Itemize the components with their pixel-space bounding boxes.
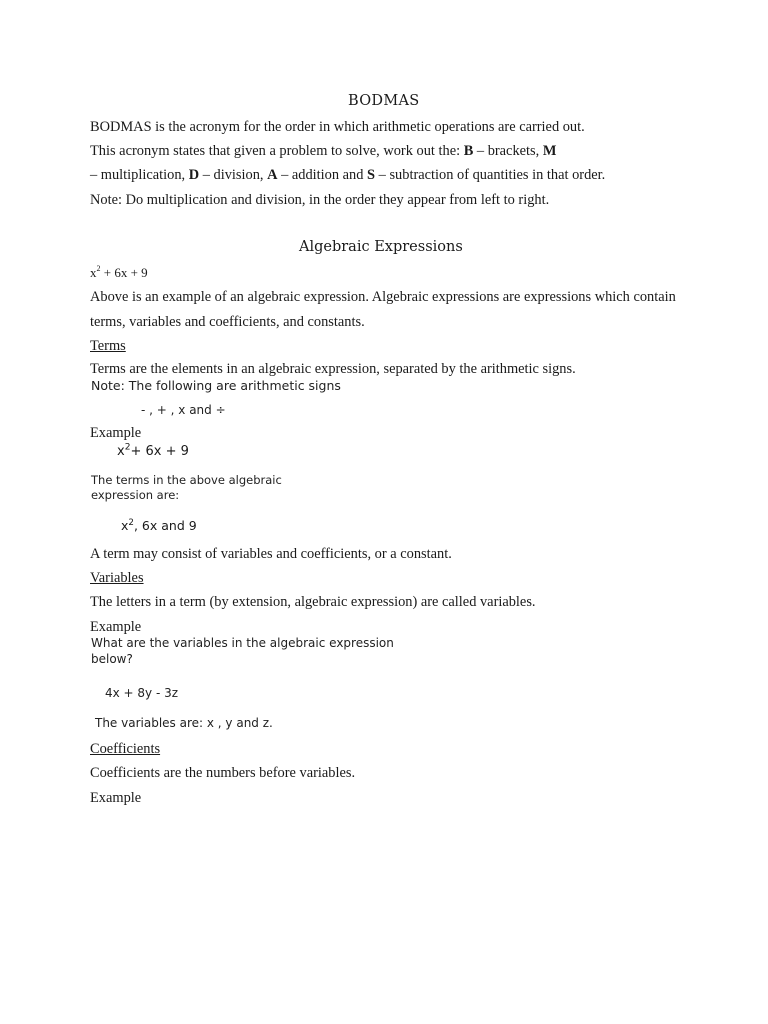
bodmas-line-2-text: This acronym states that given a problem to solve, work out the: xyxy=(90,143,464,159)
arithmetic-signs-note: Note: The following are arithmetic signs xyxy=(91,378,341,393)
bodmas-line-3 xyxy=(90,167,605,184)
coefficients-definition: Coefficients are the numbers before variables. xyxy=(90,765,356,781)
expr-variable: x xyxy=(90,265,97,280)
example-variable: x xyxy=(117,444,125,459)
terms-footer: A term may consist of variables and coefficients, or a constant. xyxy=(90,546,452,562)
m-meaning: – multiplication, xyxy=(90,167,189,183)
variables-question-1: What are the variables in the algebraic expression xyxy=(91,636,394,650)
letter-d: D xyxy=(188,167,200,183)
algebra-title: Algebraic Expressions xyxy=(299,239,463,255)
d-meaning: – division, xyxy=(199,167,268,183)
example-exponent: 2 xyxy=(124,442,131,453)
terms-explanation-2: expression are: xyxy=(91,488,180,502)
terms-example-label: Example xyxy=(90,425,142,441)
answer-variable: x xyxy=(121,518,129,533)
example-rest: + 6x + 9 xyxy=(130,444,189,459)
algebra-expression xyxy=(90,265,148,281)
algebra-intro-1: Above is an example of an algebraic expression. Algebraic expressions are expressions which contain xyxy=(90,289,676,305)
expr-rest: + 6x + 9 xyxy=(100,265,148,280)
bodmas-title: BODMAS xyxy=(348,93,420,109)
letter-m: M xyxy=(542,143,557,159)
variables-heading: Variables xyxy=(90,570,144,586)
letter-b: B xyxy=(463,143,474,159)
algebra-intro-2: terms, variables and coefficients, and constants. xyxy=(90,314,365,330)
a-meaning: – addition and xyxy=(277,167,368,183)
variables-example-label: Example xyxy=(90,619,142,635)
terms-definition: Terms are the elements in an algebraic expression, separated by the arithmetic signs. xyxy=(90,361,576,377)
variables-question-2: below? xyxy=(91,652,133,666)
coefficients-example-label: Example xyxy=(90,790,142,806)
bodmas-line-2 xyxy=(90,143,556,160)
bodmas-note: Note: Do multiplication and division, in the order they appear from left to right. xyxy=(90,192,550,208)
letter-s: S xyxy=(367,167,376,183)
terms-answer xyxy=(121,518,197,533)
s-meaning: – subtraction of quantities in that order. xyxy=(375,167,606,183)
terms-example-expression xyxy=(117,444,189,459)
coefficients-heading: Coefficients xyxy=(90,741,161,757)
letter-a: A xyxy=(267,167,278,183)
arithmetic-signs-list: - , + , x and ÷ xyxy=(141,403,226,417)
expr-exponent: 2 xyxy=(96,264,101,273)
variables-definition: The letters in a term (by extension, algebraic expression) are called variables. xyxy=(90,594,536,610)
bodmas-line-1: BODMAS is the acronym for the order in which arithmetic operations are carried out. xyxy=(90,119,585,135)
answer-exponent: 2 xyxy=(128,517,134,528)
answer-rest: , 6x and 9 xyxy=(133,518,197,533)
variables-expression: 4x + 8y - 3z xyxy=(105,686,179,700)
terms-heading: Terms xyxy=(90,338,126,354)
variables-answer: The variables are: x , y and z. xyxy=(95,716,273,730)
b-meaning: – brackets, xyxy=(473,143,543,159)
terms-explanation-1: The terms in the above algebraic xyxy=(91,473,282,487)
